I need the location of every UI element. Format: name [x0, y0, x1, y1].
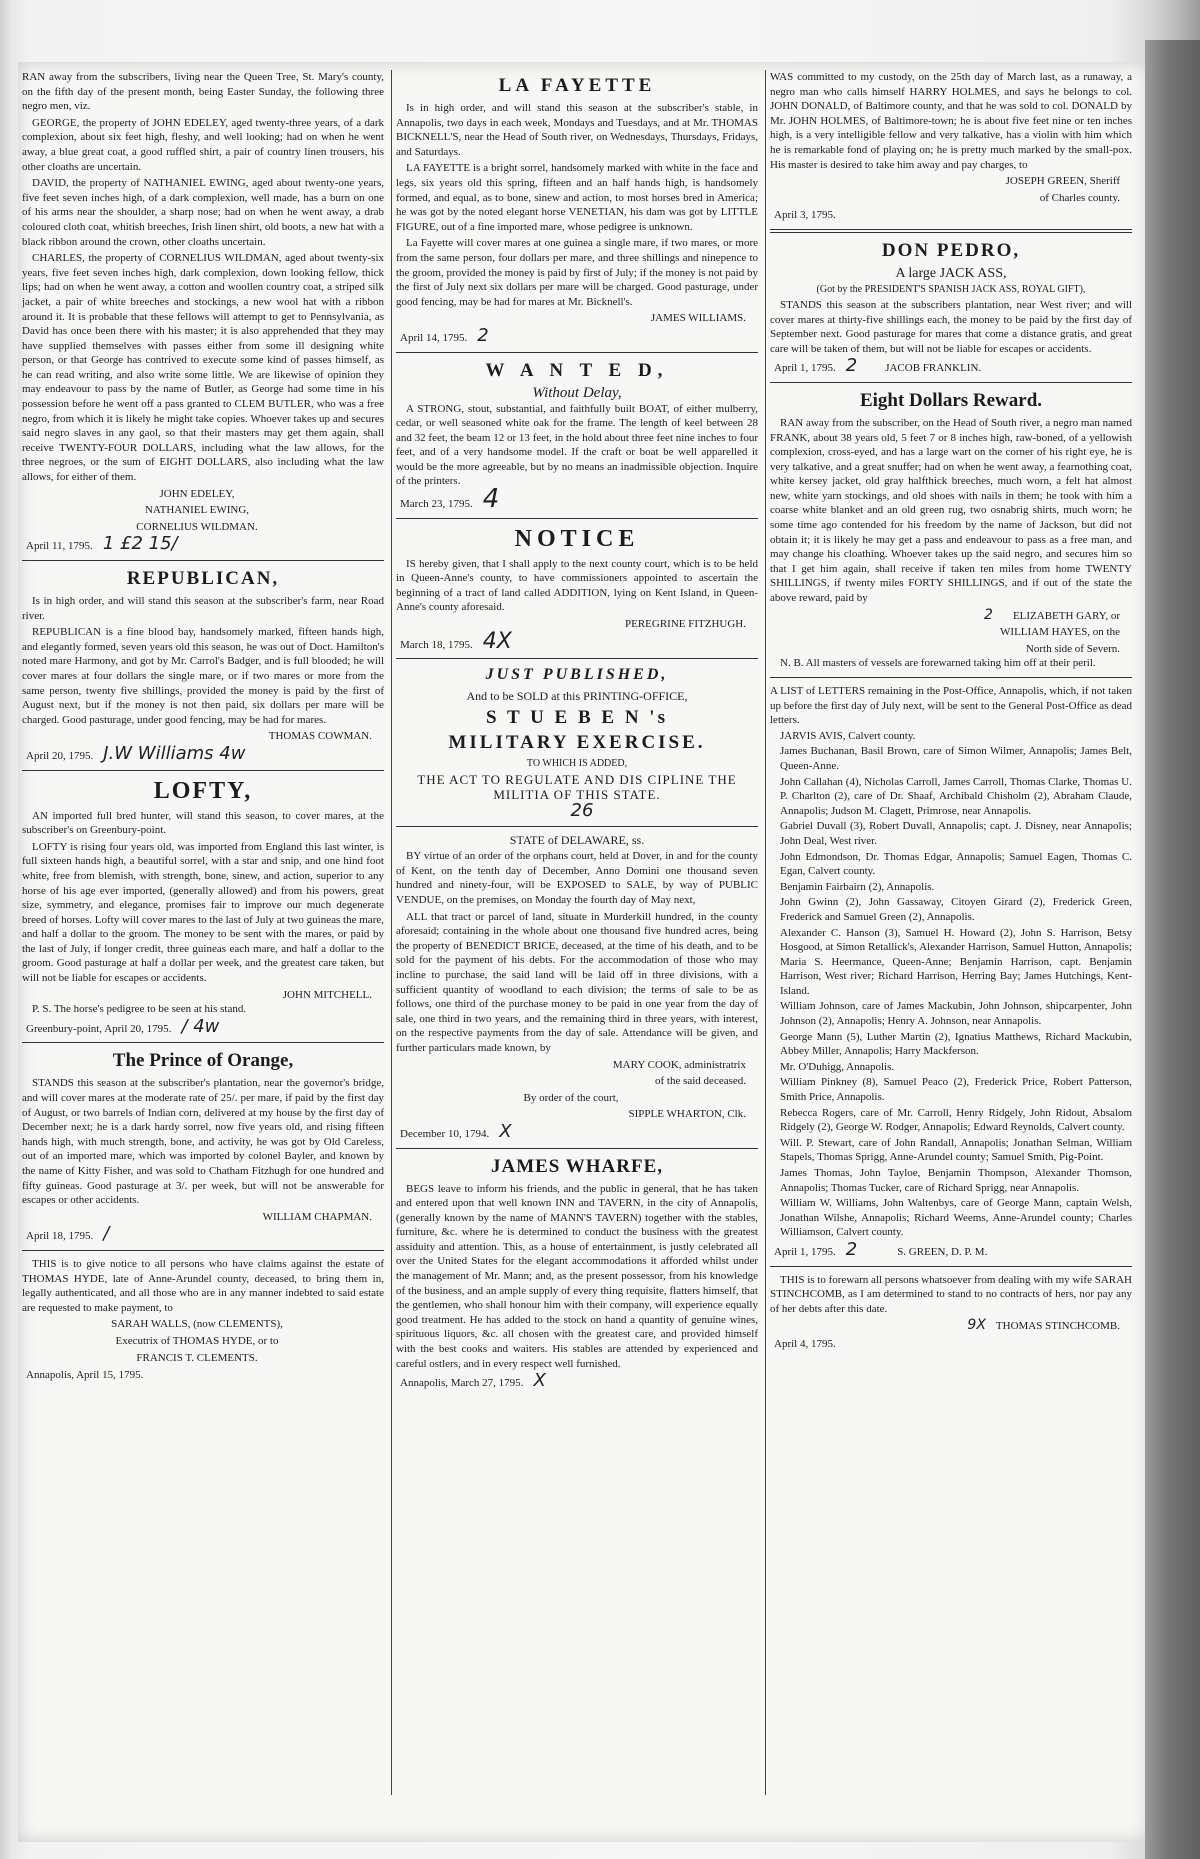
list-item: John Callahan (4), Nicholas Carroll, James Carroll, Thomas Clarke, Thomas U. P. Charlton (2), care of Dr. Shaaf, Archibald Chisholm (2), Abraham Claude, Annapolis; Judson M. Clagett, Primrose, near Annapolis. [780, 775, 1132, 817]
list-item: Gabriel Duvall (3), Robert Duvall, Annapolis; capt. J. Disney, near Annapolis; John Deal, West river. [780, 820, 1132, 847]
ad-line: THE ACT TO REGULATE AND DIS CIPLINE THE MILITIA OF THIS STATE. [417, 772, 737, 803]
ad-paragraph: RAN away from the subscribers, living near the Queen Tree, St. Mary's county, on the fifth day of the present month, being Easter Sunday, the following three negro men, viz. [22, 71, 384, 113]
ad-paragraph: RAN away from the subscriber, on the Head of South river, a negro man named FRANK, about 38 years old, 5 feet 7 or 8 inches high, raw-boned, of a yellowish complexion, cross-eyed, and has a large wart on the corner of his right eye, he is very talkative, and a great snuffer; had on when he went away, a fearnothing coat, white kersey jacket, old gray halfthick breeches, much worn, a felt hat almost new, white yarn stockings, and old shoes with nails in them; he took with him a coarse white blanket and an old green rug, two osnabrig shirts, much worn; he some time ago contended for his freedom by the name of Jackson, but did not obtain it; it is likely he may get a pass and endeavour to pass as a free man, and may change his cloathing. Whoever takes up the said negro, and secures him so that I get him again, shall receive if taken ten miles from home TWENTY SHILLINGS, if twenty miles FORTY SHILLINGS, and if out of the state the above reward, paid by [770, 416, 1132, 605]
divider [770, 1266, 1132, 1267]
ad-subtitle: A large JACK ASS, [895, 265, 1007, 281]
signer: PEREGRINE FITZHUGH. [625, 618, 746, 631]
ad-line: TO WHICH IS ADDED, [526, 758, 628, 770]
ad-title: DON PEDRO, [881, 239, 1021, 261]
don-pedro-ad [770, 239, 1132, 376]
ad-title: Eight Dollars Reward. [859, 389, 1043, 411]
ad-paragraph: Is in high order, and will stand this season at the subscriber's farm, near Road river. [22, 595, 384, 622]
ad-title: W A N T E D, [485, 359, 669, 381]
ad-title: REPUBLICAN, [126, 568, 280, 589]
notice-ad [396, 525, 758, 653]
ad-paragraph: WAS committed to my custody, on the 25th day of March last, as a runaway, a negro man who calls himself HARRY HOLMES, and says he belongs to col. JOHN DONALD, of Baltimore county, and that he was sold to col. DONALD by Mr. JOHN HOLMES, of Baltimore-town; he is about five feet nine or ten inches high, is a very intelligible fellow and very talkative, has a violin with him which he is remarkable fond of playing on; he is pretty much marked by the small-pox. His master is desired to take him away and pay charges, to [770, 71, 1132, 171]
signer: SIPPLE WHARTON, Clk. [628, 1108, 746, 1121]
signer: Executrix of THOMAS HYDE, or to [115, 1334, 279, 1347]
ad-date: Greenbury-point, April 20, 1795. / 4w [26, 1015, 220, 1037]
signer: FRANCIS T. CLEMENTS. [136, 1351, 258, 1364]
ad-date: December 10, 1794. X [400, 1120, 512, 1142]
letter-list [770, 684, 1132, 1260]
signer: of Charles county. [1039, 191, 1120, 204]
ad-paragraph: AN imported full bred hunter, will stand this season, to cover mares, at the subscriber's on Greenbury-point. [22, 809, 384, 837]
ad-subtitle: Without Delay, [532, 384, 622, 401]
signer: WILLIAM HAYES, on the [1000, 626, 1120, 639]
committed-runaway-ad [770, 70, 1132, 223]
ad-subtitle: (Got by the PRESIDENT'S SPANISH JACK ASS, ROYAL GIFT), [816, 283, 1086, 295]
column-3 [770, 70, 1132, 1810]
hyde-estate-ad [22, 1257, 384, 1383]
handwritten-mark: / 4w [181, 1015, 220, 1037]
handwritten-mark: J.W Williams 4w [103, 742, 246, 764]
divider [770, 382, 1132, 383]
ad-paragraph: Is in high order, and will stand this season at the subscriber's stable, in Annapolis, two days in each week, Mondays and Tuesdays, and at Mr. THOMAS BICKNELL'S, near the Head of South river, on Wednesdays, Thursdays, Fridays, and Saturdays. [396, 102, 758, 158]
ad-paragraph: GEORGE, the property of JOHN EDELEY, aged twenty-three years, of a dark complexion, about six feet high, fleshy, and well looking; had on when he went away, a blue great coat, a good ruffled shirt, a pair of country linen trousers, his other cloaths are uncertain. [22, 116, 384, 173]
la-fayette-ad [396, 74, 758, 346]
ad-date: April 11, 1795. 1 £2 15/ [26, 533, 178, 555]
handwritten-mark: 1 £2 15/ [102, 533, 178, 555]
ad-date: Annapolis, April 15, 1795. [26, 1369, 144, 1382]
list-item: James Thomas, John Tayloe, Benjamin Thompson, Alexander Thomson, Annapolis; Thomas Tucker, care of Richard Sprigg, near Annapolis. [780, 1167, 1132, 1194]
ad-paragraph: LA FAYETTE is a bright sorrel, handsomely marked with white in the face and legs, six years old this spring, fifteen and an half hands high, is handsomely formed, and equal, as to bone, sinew and action, to most horses bred in America; he was got by the noted elegant horse VENETIAN, his dam was got by LITTLE FIGURE, out of a fine imported mare, whose pedigree is unknown. [396, 162, 758, 233]
ad-date: April 4, 1795. [774, 1337, 836, 1350]
ad-title: The Prince of Orange, [112, 1050, 294, 1072]
signer: JOHN EDELEY, [159, 487, 235, 500]
handwritten-mark: / [103, 1223, 110, 1245]
ad-title: LA FAYETTE [498, 75, 656, 96]
ad-title: NOTICE [514, 525, 640, 552]
ad-line: And to be SOLD at this PRINTING-OFFICE, [466, 689, 688, 704]
signer: MARY COOK, administratrix [612, 1058, 746, 1071]
just-published-ad [396, 665, 758, 820]
signer: NATHANIEL EWING, [144, 504, 250, 517]
divider [770, 229, 1132, 233]
ad-paragraph: La Fayette will cover mares at one guinea a single mare, if two mares, or more from the same person, four dollars per mare, and three shillings and ninepence to the groom, provided the money is paid by first of July; if the money is not paid by the first of July next six dollars per mare will be charged. Good pasturage, under good fencing, may be had for mares at Mr. Bicknell's. [396, 237, 758, 308]
column-2 [396, 70, 758, 1810]
signer: WILLIAM CHAPMAN. [262, 1210, 372, 1223]
ad-paragraph: ALL that tract or parcel of land, situate in Murderkill hundred, in the county aforesaid; containing in the whole about one thousand five hundred acres, being the property of BENEDICT BRICE, deceased, at the time of his death, and to be sold for the payment of his debts. For the accommodation of those who may incline to purchase, the said land will be laid off in three divisions, with a sufficient quantity of woodland to each division; the terms of sale to be as follows, one third of the purchase money to be paid in one year from the day of sale, one third in two years, and the remaining third in three years, with interest, on the respective payments from the day of sale. Attendance will be given, and further particulars made known, by [396, 910, 758, 1054]
signer: JOHN MITCHELL. [282, 988, 372, 1001]
ad-paragraph: STANDS this season at the subscriber's plantation, near the governor's bridge, and will cover mares at the moderate rate of 25/. per mare, if paid by the first day of August, or two barrels of Indian corn, delivered at my house by the first day of December next; he is a dark hardy sorrel, now five years old, and rising fifteen hands high, with much strength, bone, and activity, he was got by Old Careless, out of an imported mare, which was imported by colonel Bayler, and known by the name of Kitty Fisher, and was sold to Chatham Fitzhugh for one hundred and fifty guineas. Good pasturage at 3/. per week, but will not be answerable for escapes or other accidents. [22, 1077, 384, 1207]
divider [396, 518, 758, 519]
signer: of the said deceased. [654, 1075, 746, 1088]
signer: North side of Severn. [1025, 642, 1120, 655]
divider [396, 352, 758, 353]
list-item: Will. P. Stewart, care of John Randall, Annapolis; Jonathan Selman, William Stapels, Thomas Sprigg, Anne-Arundel county; Samuel Smith, Pig-Point. [780, 1136, 1132, 1164]
ad-title: JUST PUBLISHED, [485, 666, 669, 684]
ad-date: March 18, 1795. 4X [400, 628, 512, 654]
signer: JOSEPH GREEN, Sheriff [1005, 175, 1120, 188]
handwritten-mark: X [499, 1120, 512, 1142]
ad-paragraph: THIS is to give notice to all persons who have claims against the estate of THOMAS HYDE, late of Anne-Arundel county, deceased, to bring them in, legally authenticated, and all those who are in any manner indebted to said estate are requested to make payment, to [22, 1257, 384, 1314]
ad-date: April 1, 1795. 2 S. GREEN, D. P. M. [774, 1238, 988, 1260]
ad-paragraph: LOFTY is rising four years old, was imported from England this last winter, is full sixteen hands high, a beautiful sorrel, with a star and snip, and one hind foot white, free from blemish, with strength, bone, sinew, and action, superior to any horse of his age ever imported, (generally allowed) and from his powers, great size, symmetry, and elegance, promises fair to improve our much degenerate breed of horses. Lofty will cover mares to the last of July at two guineas the mare, and half a dollar to the groom. The money to be sent with the mares, or paid by the last of July, if longer credit, three guineas each mare, and half a dollar to the groom. Good pasturage at half a dollar per week, and the greatest care taken, but will not be liable for escapes or accidents. [22, 840, 384, 985]
wanted-ad [396, 359, 758, 515]
list-item: Alexander C. Hanson (3), Samuel H. Howard (2), John S. Harrison, Betsy Hosgood, at Simon Retallick's, Alexander Harrison, Samuel Hutton, Annapolis; Maria S. Heermance, Queen-Anne; Benjamin Harrison, capt. Benjamin Harrison, West river; Richard Harrison, Herring Bay; James Hutchings, Kent-Island. [780, 926, 1132, 997]
ad-postscript: N. B. All masters of vessels are forewarned taking him off at their peril. [780, 657, 1096, 670]
divider [396, 1148, 758, 1149]
signer: SARAH WALLS, (now CLEMENTS), [111, 1318, 283, 1331]
stinchcomb-notice [770, 1273, 1132, 1352]
signer: JACOB FRANKLIN. [885, 362, 982, 375]
ad-paragraph: REPUBLICAN is a fine blood bay, handsomely marked, fifteen hands high, and elegantly formed, seven years old this season, he was out of Doct. Hamilton's noted mare Harmony, and got by Mr. Carrol's Badger, and is full blooded; he will cover mares at four dollars the single mare, or if two mares or more from the same person, twenty five shillings, provided the money is paid by the first of August next, but if the money is not then paid, six dollars per mare will be charged. Good pasturage, under good fencing, may be had for mares. [22, 626, 384, 726]
list-item: William Johnson, care of James Mackubin, John Johnson, shipcarpenter, John Johnson (2), Annapolis; Henry A. Johnson, near Annapolis. [780, 1000, 1132, 1028]
ad-paragraph: IS hereby given, that I shall apply to the next county court, which is to be held in Queen-Anne's county, to have commissioners appointed to ascertain the beginning of a tract of land called ADDITION, lying on Kent Island, in Queen-Anne's county aforesaid. [396, 557, 758, 614]
list-item: William W. Williams, John Waltenbys, care of George Mann, captain Welsh, Jonathan Wilshe, Annapolis; Richard Weems, Anne-Arundel county; Charles Williamson, Calvert county. [780, 1197, 1132, 1239]
signer: CORNELIUS WILDMAN. [136, 520, 258, 533]
list-item: JARVIS AVIS, Calvert county. [780, 729, 916, 742]
divider [22, 1250, 384, 1251]
ad-paragraph: DAVID, the property of NATHANIEL EWING, aged about twenty-one years, five feet seven inches high, of a dark complexion, well made, has a burn on one of his arms near the shoulder, a sharp nose; had on when he went away, a drab coloured cloth coat, whitish breeches, Irish linen shirt, old boots, a new hat with a black ribbon around the crown, other cloaths uncertain. [22, 177, 384, 248]
ad-date: April 20, 1795. J.W Williams 4w [26, 742, 246, 764]
divider [770, 677, 1132, 678]
divider [396, 658, 758, 659]
handwritten-mark: 4X [482, 628, 512, 654]
signer: JAMES WILLIAMS. [650, 312, 746, 325]
ad-paragraph: STANDS this season at the subscribers plantation, near West river; and will cover mares at thirty-five shillings each, the money to be paid by the first day of September next. Good pasturage for mares that come a distance gratis, and great care will be taken of them, but will not be liable for escapes or accidents. [770, 298, 1132, 355]
divider [22, 560, 384, 561]
signer: THOMAS COWMAN. [268, 730, 372, 743]
ad-paragraph: BEGS leave to inform his friends, and the public in general, that he has taken and entered upon that well known INN and TAVERN, in the city of Annapolis, (generally known by the name of MANN'S TAVERN) together with the stables, furniture, &c. where he is determined to conduct the business with the greatest assiduity and attention. This, as a house of entertainment, is justly celebrated all over the United States for the elegant accommodations it afforded whilst under the management of Mr. Mann; and, as the present possessor, from his knowledge of the business, and an ample supply of every thing requisite, flatters himself, that the gentlemen, who shall honour him with their company, will experience equally good treatment. He has added to the stock on hand a quantity of genuine wines, spirituous liquors, &c. all chosen with the greatest care, and provided himself with the best cooks and waiters. His stables are attended by experienced and careful ostlers, and in every respect well furnished. [396, 1182, 758, 1370]
ad-date: April 1, 1795. 2 JACOB FRANKLIN. [774, 355, 982, 377]
ad-date: Annapolis, March 27, 1795. X [400, 1370, 546, 1392]
divider [22, 1042, 384, 1043]
ad-date: March 23, 1795. 4 [400, 484, 500, 515]
book-spine [1145, 40, 1200, 1859]
handwritten-mark: 9X [967, 1317, 986, 1334]
list-item: John Edmondson, Dr. Thomas Edgar, Annapolis; Samuel Eagen, Thomas C. Egan, Calvert county. [780, 850, 1132, 878]
list-item: Benjamin Fairbairn (2), Annapolis. [780, 880, 935, 893]
signer: 9X THOMAS STINCHCOMB. [967, 1317, 1120, 1334]
column-rule [765, 70, 766, 1795]
james-wharfe-ad [396, 1155, 758, 1391]
list-item: George Mann (5), Luther Martin (2), Ignatius Matthews, Richard Mackubin, Abbey Miller, Annapolis; Harry Mackferson. [780, 1030, 1132, 1058]
column-rule [391, 70, 392, 1795]
handwritten-mark: 2 [984, 606, 993, 623]
list-title: A LIST of LETTERS remaining in the Post-Office, Annapolis, which, if not taken up before the first day of July next, will be sent to the General Post-Office as dead letters. [770, 685, 1132, 727]
book-title: S T U E B E N 's [486, 707, 668, 729]
list-item: James Buchanan, Basil Brown, care of Simon Wilmer, Annapolis; James Belt, Queen-Anne. [780, 745, 1132, 772]
delaware-sale-ad [396, 833, 758, 1141]
signer: S. GREEN, D. P. M. [897, 1245, 988, 1258]
ad-date: April 3, 1795. [774, 209, 836, 222]
handwritten-mark: 2 [477, 324, 489, 346]
list-item: Rebecca Rogers, care of Mr. Carroll, Henry Ridgely, John Ridout, Absalom Ridgely (2), George W. Rodger, Annapolis; Edward Reynolds, Calvert county. [780, 1106, 1132, 1134]
eight-dollars-reward-ad [770, 389, 1132, 671]
ad-title: STATE of DELAWARE, ss. [509, 833, 645, 848]
ad-postscript: P. S. The horse's pedigree to be seen at his stand. [32, 1003, 247, 1016]
ad-paragraph: THIS is to forewarn all persons whatsoever from dealing with my wife SARAH STINCHCOMB, as I am determined to stand to no contracts of hers, nor pay any of her debts after this date. [770, 1273, 1132, 1315]
list-item: William Pinkney (8), Samuel Peaco (2), Frederick Price, Robert Patterson, Smith Price, Annapolis. [780, 1076, 1132, 1104]
ad-date: April 14, 1795. 2 [400, 324, 489, 346]
ad-line: By order of the court, [523, 1091, 619, 1104]
divider [22, 770, 384, 771]
ad-paragraph: A STRONG, stout, substantial, and faithfully built BOAT, of either mulberry, cedar, or well seasoned white oak for the frame. The length of keel between 28 and 32 feet, the beam 12 or 13 feet, in the hold about three feet nine inches to four feet, and of a very handsome model. If the craft or boat be well apparelled it would be the more agreeable, but by no means an inadmissible objection. Inquire of the printers. [396, 402, 758, 488]
handwritten-mark: 2 [845, 1238, 858, 1260]
signer: 2 ELIZABETH GARY, or [984, 606, 1120, 623]
divider [396, 826, 758, 827]
ad-title: LOFTY, [153, 777, 253, 804]
ad-paragraph: CHARLES, the property of CORNELIUS WILDMAN, aged about twenty-six years, five feet seven inches high, dark complexion, down looking fellow, thick lips; had on when he went away, a cotton and woollen country coat, a striped silk jacket, a pair of white breeches and stockings, a new wool hat with a ribbon around it. It is probable that these fellows will attempt to get to Pennsylvania, as David has once been there with his master; it is also apprehended that they may have supplied themselves with passes either from some ill designing white person, or that George has contrived to execute some kind of passes himself, as he can read writing, and also write some little. We are likewise of opinion they may endeavour to pass by the name of Butler, as George had some time in his possession before he went off a pass granted to CLEM BUTLER, who was a free negro, from which it is likely he might take copies. Whoever takes up and secures said negro slaves in any gaol, so that their masters may get them again, shall receive TWENTY-FOUR DOLLARS, including what the law allows, for the three negroes, or the sum of EIGHT DOLLARS, also including what the law allows, for either of them. [22, 252, 384, 484]
lofty-ad [22, 777, 384, 1037]
list-item: Mr. O'Duhigg, Annapolis. [780, 1060, 895, 1073]
ad-title: JAMES WHARFE, [490, 1155, 664, 1177]
runaway-ad [22, 70, 384, 554]
handwritten-mark: 4 [482, 484, 500, 515]
book-title-2: MILITARY EXERCISE. [448, 732, 706, 754]
list-item: John Gwinn (2), John Gassaway, Citoyen Girard (2), Frederick Green, Frederick and Samuel Green (2), Annapolis. [780, 896, 1132, 923]
republican-ad [22, 567, 384, 764]
handwritten-mark: X [533, 1370, 546, 1392]
handwritten-mark: 2 [845, 355, 858, 377]
prince-of-orange-ad [22, 1049, 384, 1244]
column-1 [22, 70, 384, 1810]
ad-paragraph: BY virtue of an order of the orphans court, held at Dover, in and for the county of Kent, on the tenth day of December, Anno Domini one thousand seven hundred and ninety-four, will be EXPOSED to SALE, by way of PUBLIC VENDUE, on the premises, on Monday the fourth day of May next, [396, 850, 758, 906]
ad-date: April 18, 1795. / [26, 1223, 110, 1245]
handwritten-mark: 26 [570, 800, 594, 822]
